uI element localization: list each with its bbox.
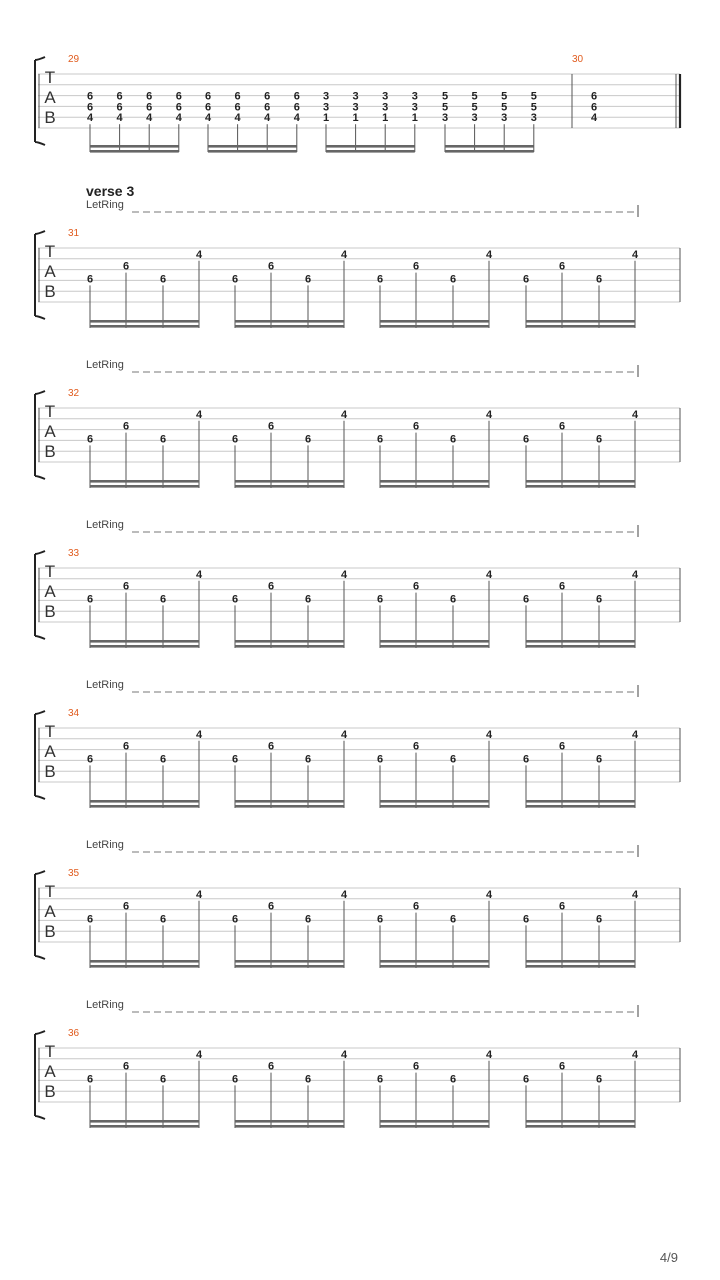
- fret-number: 6: [304, 1073, 312, 1086]
- letring-label: LetRing: [86, 839, 124, 851]
- section-label: verse 3: [86, 183, 135, 199]
- note-beam: [526, 640, 635, 643]
- tab-clef-letter: T: [44, 722, 56, 741]
- fret-number: 4: [195, 1048, 203, 1061]
- fret-number: 6: [558, 420, 566, 433]
- fret-number: 6: [86, 913, 94, 926]
- fret-number: 3: [322, 101, 330, 114]
- fret-number: 6: [122, 260, 130, 273]
- note-beam: [526, 800, 635, 803]
- fret-number: 3: [352, 101, 359, 114]
- fret-number: 6: [595, 1073, 603, 1086]
- fret-number: 6: [267, 1060, 275, 1073]
- fret-number: 6: [595, 433, 603, 446]
- note-beam: [208, 145, 297, 148]
- fret-number: 6: [86, 753, 94, 766]
- fret-number: 5: [471, 90, 478, 103]
- note-beam: [380, 480, 489, 483]
- note-beam: [235, 485, 344, 488]
- note-beam: [90, 960, 199, 963]
- fret-number: 3: [382, 101, 389, 114]
- fret-number: 6: [449, 1073, 457, 1086]
- fret-number: 6: [304, 913, 312, 926]
- fret-number: 5: [471, 101, 478, 114]
- fret-number: 4: [485, 728, 493, 741]
- note-beam: [90, 800, 199, 803]
- tab-clef-letter: T: [44, 68, 56, 87]
- note-beam: [526, 320, 635, 323]
- note-beam: [526, 325, 635, 328]
- note-beam: [90, 320, 199, 323]
- note-beam: [326, 145, 415, 148]
- fret-number: 4: [340, 568, 348, 581]
- tab-clef-letter: B: [44, 442, 56, 461]
- note-beam: [380, 960, 489, 963]
- fret-number: 3: [382, 90, 389, 103]
- fret-number: 4: [631, 248, 639, 261]
- fret-number: 5: [530, 90, 537, 103]
- tab-clef-letter: B: [44, 108, 56, 127]
- tab-clef-letter: B: [44, 922, 56, 941]
- fret-number: 4: [340, 408, 348, 421]
- fret-number: 6: [159, 913, 167, 926]
- fret-number: 6: [412, 900, 420, 913]
- note-beam: [90, 640, 199, 643]
- letring-label: LetRing: [86, 199, 124, 211]
- fret-number: 6: [267, 580, 275, 593]
- fret-number: 6: [376, 753, 384, 766]
- fret-number: 4: [195, 408, 203, 421]
- note-beam: [235, 960, 344, 963]
- note-beam: [380, 325, 489, 328]
- fret-number: 4: [204, 112, 212, 125]
- note-beam: [235, 320, 344, 323]
- fret-number: 1: [352, 112, 359, 125]
- tab-clef-letter: T: [44, 562, 56, 581]
- letring-label: LetRing: [86, 679, 124, 691]
- tab-clef-letter: T: [44, 1042, 56, 1061]
- note-beam: [380, 1120, 489, 1123]
- fret-number: 6: [122, 900, 130, 913]
- fret-number: 4: [195, 568, 203, 581]
- fret-number: 6: [558, 580, 566, 593]
- fret-number: 6: [590, 101, 598, 114]
- fret-number: 3: [411, 90, 418, 103]
- fret-number: 6: [267, 740, 275, 753]
- fret-number: 1: [411, 112, 418, 125]
- fret-number: 6: [159, 1073, 167, 1086]
- fret-number: 6: [595, 913, 603, 926]
- note-beam: [526, 645, 635, 648]
- fret-number: 6: [449, 433, 457, 446]
- fret-number: 6: [412, 580, 420, 593]
- fret-number: 6: [522, 1073, 530, 1086]
- measure-number: 35: [68, 868, 80, 879]
- fret-number: 6: [86, 433, 94, 446]
- letring-label: LetRing: [86, 519, 124, 531]
- fret-number: 6: [376, 913, 384, 926]
- measure-number: 31: [68, 228, 80, 239]
- fret-number: 6: [304, 753, 312, 766]
- tab-clef-letter: A: [44, 902, 56, 921]
- fret-number: 6: [231, 593, 239, 606]
- fret-number: 6: [412, 260, 420, 273]
- note-beam: [526, 965, 635, 968]
- fret-number: 6: [264, 101, 271, 114]
- fret-number: 6: [159, 273, 167, 286]
- note-beam: [380, 800, 489, 803]
- fret-number: 6: [86, 90, 94, 103]
- note-beam: [90, 1125, 199, 1128]
- fret-number: 4: [293, 112, 300, 125]
- fret-number: 6: [304, 433, 312, 446]
- fret-number: 6: [412, 740, 420, 753]
- fret-number: 4: [234, 112, 241, 125]
- tab-clef-letter: A: [44, 422, 56, 441]
- note-beam: [526, 1125, 635, 1128]
- note-beam: [526, 805, 635, 808]
- note-beam: [235, 1120, 344, 1123]
- fret-number: 6: [558, 260, 566, 273]
- fret-number: 6: [231, 273, 239, 286]
- fret-number: 4: [264, 112, 271, 125]
- note-beam: [235, 1125, 344, 1128]
- note-beam: [445, 145, 534, 148]
- measure-number: 30: [572, 54, 584, 65]
- tab-clef-letter: B: [44, 602, 56, 621]
- note-beam: [90, 645, 199, 648]
- tab-clef-letter: B: [44, 282, 56, 301]
- fret-number: 1: [382, 112, 389, 125]
- fret-number: 4: [86, 112, 94, 125]
- fret-number: 6: [159, 593, 167, 606]
- fret-number: 4: [116, 112, 123, 125]
- fret-number: 4: [485, 1048, 493, 1061]
- fret-number: 3: [322, 90, 330, 103]
- fret-number: 4: [631, 1048, 639, 1061]
- tab-clef-letter: B: [44, 762, 56, 781]
- tab-clef-letter: B: [44, 1082, 56, 1101]
- fret-number: 4: [195, 888, 203, 901]
- letring-label: LetRing: [86, 999, 124, 1011]
- note-beam: [90, 1120, 199, 1123]
- note-beam: [326, 150, 415, 153]
- fret-number: 3: [471, 112, 478, 125]
- fret-number: 4: [631, 408, 639, 421]
- note-beam: [526, 1120, 635, 1123]
- fret-number: 6: [449, 593, 457, 606]
- fret-number: 4: [175, 112, 182, 125]
- fret-number: 4: [195, 728, 203, 741]
- fret-number: 6: [376, 593, 384, 606]
- tab-clef-letter: T: [44, 402, 56, 421]
- fret-number: 6: [146, 101, 153, 114]
- fret-number: 6: [522, 753, 530, 766]
- tab-clef-letter: A: [44, 88, 56, 107]
- note-beam: [526, 480, 635, 483]
- note-beam: [526, 485, 635, 488]
- note-beam: [235, 805, 344, 808]
- fret-number: 6: [86, 101, 94, 114]
- fret-number: 6: [267, 420, 275, 433]
- fret-number: 3: [501, 112, 508, 125]
- fret-number: 6: [231, 433, 239, 446]
- measure-number: 32: [68, 388, 80, 399]
- fret-number: 6: [159, 433, 167, 446]
- fret-number: 5: [501, 101, 508, 114]
- fret-number: 6: [267, 260, 275, 273]
- fret-number: 6: [122, 420, 130, 433]
- fret-number: 6: [449, 913, 457, 926]
- fret-number: 6: [204, 101, 212, 114]
- tab-clef-letter: A: [44, 262, 56, 281]
- fret-number: 6: [159, 753, 167, 766]
- fret-number: 6: [522, 593, 530, 606]
- fret-number: 5: [501, 90, 508, 103]
- note-beam: [90, 145, 179, 148]
- fret-number: 6: [86, 1073, 94, 1086]
- fret-number: 6: [558, 900, 566, 913]
- tab-clef-letter: A: [44, 1062, 56, 1081]
- fret-number: 6: [234, 101, 241, 114]
- fret-number: 6: [595, 273, 603, 286]
- note-beam: [380, 805, 489, 808]
- fret-number: 6: [376, 1073, 384, 1086]
- note-beam: [380, 1125, 489, 1128]
- fret-number: 6: [293, 101, 300, 114]
- note-beam: [380, 965, 489, 968]
- fret-number: 4: [485, 408, 493, 421]
- note-beam: [235, 800, 344, 803]
- note-beam: [90, 480, 199, 483]
- fret-number: 4: [631, 568, 639, 581]
- fret-number: 6: [558, 740, 566, 753]
- fret-number: 6: [175, 90, 182, 103]
- fret-number: 6: [449, 753, 457, 766]
- fret-number: 4: [340, 248, 348, 261]
- measure-number: 29: [68, 54, 80, 65]
- note-beam: [235, 645, 344, 648]
- fret-number: 6: [267, 900, 275, 913]
- note-beam: [380, 320, 489, 323]
- fret-number: 4: [631, 888, 639, 901]
- fret-number: 6: [376, 433, 384, 446]
- fret-number: 3: [530, 112, 537, 125]
- fret-number: 6: [558, 1060, 566, 1073]
- fret-number: 6: [231, 913, 239, 926]
- fret-number: 6: [595, 593, 603, 606]
- tab-clef-letter: T: [44, 242, 56, 261]
- measure-number: 34: [68, 708, 80, 719]
- fret-number: 6: [522, 433, 530, 446]
- fret-number: 6: [234, 90, 241, 103]
- measure-number: 36: [68, 1028, 80, 1039]
- fret-number: 4: [631, 728, 639, 741]
- note-beam: [235, 480, 344, 483]
- page-number: 4/9: [659, 1250, 678, 1265]
- note-beam: [380, 485, 489, 488]
- fret-number: 5: [530, 101, 537, 114]
- fret-number: 6: [116, 90, 123, 103]
- fret-number: 4: [195, 248, 203, 261]
- fret-number: 4: [146, 112, 153, 125]
- fret-number: 6: [122, 740, 130, 753]
- fret-number: 6: [595, 753, 603, 766]
- tab-clef-letter: A: [44, 582, 56, 601]
- fret-number: 5: [441, 90, 449, 103]
- fret-number: 6: [122, 580, 130, 593]
- fret-number: 4: [590, 112, 598, 125]
- fret-number: 3: [441, 112, 449, 125]
- note-beam: [235, 325, 344, 328]
- tab-clef-letter: T: [44, 882, 56, 901]
- fret-number: 6: [449, 273, 457, 286]
- note-beam: [90, 965, 199, 968]
- fret-number: 4: [485, 888, 493, 901]
- note-beam: [208, 150, 297, 153]
- note-beam: [90, 485, 199, 488]
- fret-number: 3: [352, 90, 359, 103]
- fret-number: 6: [86, 273, 94, 286]
- fret-number: 6: [122, 1060, 130, 1073]
- note-beam: [380, 640, 489, 643]
- note-beam: [235, 640, 344, 643]
- fret-number: 6: [412, 1060, 420, 1073]
- fret-number: 6: [264, 90, 271, 103]
- fret-number: 5: [441, 101, 449, 114]
- letring-label: LetRing: [86, 359, 124, 371]
- note-beam: [526, 960, 635, 963]
- fret-number: 6: [116, 101, 123, 114]
- measure-number: 33: [68, 548, 80, 559]
- fret-number: 6: [590, 90, 598, 103]
- fret-number: 4: [485, 248, 493, 261]
- fret-number: 6: [175, 101, 182, 114]
- fret-number: 6: [146, 90, 153, 103]
- fret-number: 6: [522, 273, 530, 286]
- note-beam: [90, 805, 199, 808]
- fret-number: 4: [340, 728, 348, 741]
- fret-number: 1: [322, 112, 330, 125]
- fret-number: 4: [485, 568, 493, 581]
- fret-number: 6: [304, 273, 312, 286]
- fret-number: 6: [231, 753, 239, 766]
- note-beam: [90, 325, 199, 328]
- fret-number: 6: [204, 90, 212, 103]
- fret-number: 6: [376, 273, 384, 286]
- fret-number: 4: [340, 888, 348, 901]
- note-beam: [445, 150, 534, 153]
- fret-number: 3: [411, 101, 418, 114]
- fret-number: 6: [304, 593, 312, 606]
- fret-number: 6: [522, 913, 530, 926]
- fret-number: 6: [293, 90, 300, 103]
- note-beam: [380, 645, 489, 648]
- note-beam: [90, 150, 179, 153]
- fret-number: 6: [412, 420, 420, 433]
- fret-number: 6: [231, 1073, 239, 1086]
- note-beam: [235, 965, 344, 968]
- tab-clef-letter: A: [44, 742, 56, 761]
- fret-number: 4: [340, 1048, 348, 1061]
- fret-number: 6: [86, 593, 94, 606]
